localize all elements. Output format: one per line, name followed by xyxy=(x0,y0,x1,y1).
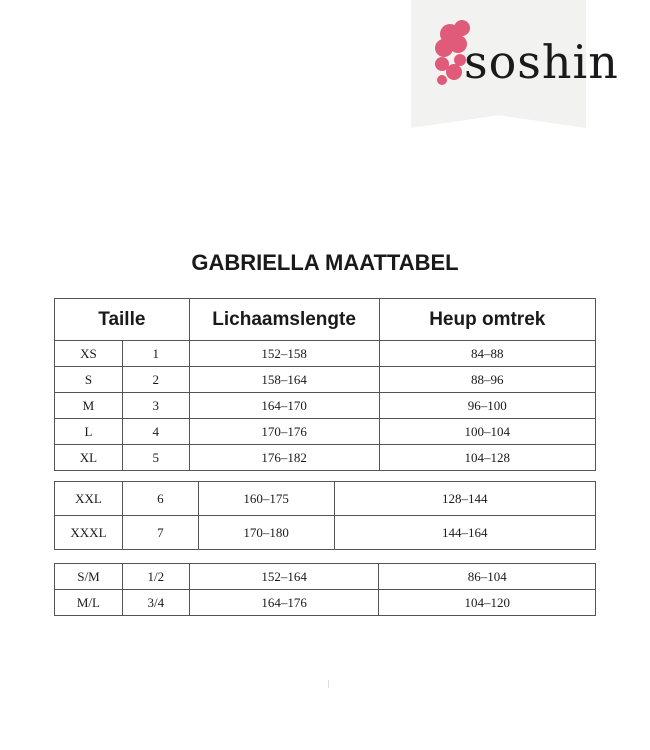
length-cell: 158–164 xyxy=(189,367,379,393)
length-cell: 152–158 xyxy=(189,341,379,367)
size-cell: XXXL xyxy=(55,516,123,550)
number-cell: 4 xyxy=(122,419,189,445)
hip-cell: 144–164 xyxy=(334,516,595,550)
table-row xyxy=(55,516,596,550)
number-cell: 6 xyxy=(122,482,198,516)
number-cell: 1/2 xyxy=(122,564,189,590)
number-cell: 7 xyxy=(122,516,198,550)
hip-cell: 96–100 xyxy=(379,393,595,419)
size-cell: S/M xyxy=(55,564,123,590)
length-cell: 164–170 xyxy=(189,393,379,419)
length-cell: 170–180 xyxy=(198,516,334,550)
header-taille: Taille xyxy=(55,299,190,341)
hip-cell: 100–104 xyxy=(379,419,595,445)
table-row xyxy=(55,419,596,445)
table-header-row xyxy=(55,299,596,341)
hip-cell: 128–144 xyxy=(334,482,595,516)
page-title: GABRIELLA MAATTABEL xyxy=(191,250,459,275)
header-hip: Heup omtrek xyxy=(379,299,595,341)
hip-cell: 84–88 xyxy=(379,341,595,367)
hip-cell: 104–120 xyxy=(379,590,596,616)
header-length: Lichaamslengte xyxy=(189,299,379,341)
length-cell: 176–182 xyxy=(189,445,379,471)
size-cell: XL xyxy=(55,445,123,471)
hip-cell: 86–104 xyxy=(379,564,596,590)
number-cell: 3/4 xyxy=(122,590,189,616)
size-cell: M/L xyxy=(55,590,123,616)
size-table-xxl xyxy=(54,481,596,550)
table-row xyxy=(55,393,596,419)
soshin-logo xyxy=(430,14,619,94)
svg-text:soshin: soshin xyxy=(464,35,619,89)
table-row xyxy=(55,564,596,590)
size-cell: XS xyxy=(55,341,123,367)
table-row xyxy=(55,590,596,616)
number-cell: 3 xyxy=(122,393,189,419)
length-cell: 170–176 xyxy=(189,419,379,445)
number-cell: 2 xyxy=(122,367,189,393)
hip-cell: 104–128 xyxy=(379,445,595,471)
size-cell: XXL xyxy=(55,482,123,516)
size-cell: M xyxy=(55,393,123,419)
size-cell: L xyxy=(55,419,123,445)
size-table-combined xyxy=(54,563,596,616)
table-row xyxy=(55,482,596,516)
number-cell: 5 xyxy=(122,445,189,471)
number-cell: 1 xyxy=(122,341,189,367)
table-row xyxy=(55,341,596,367)
length-cell: 164–176 xyxy=(189,590,379,616)
hip-cell: 88–96 xyxy=(379,367,595,393)
divider xyxy=(328,680,329,688)
table-row xyxy=(55,445,596,471)
size-cell: S xyxy=(55,367,123,393)
length-cell: 160–175 xyxy=(198,482,334,516)
size-table-main xyxy=(54,298,596,471)
length-cell: 152–164 xyxy=(189,564,379,590)
table-row xyxy=(55,367,596,393)
